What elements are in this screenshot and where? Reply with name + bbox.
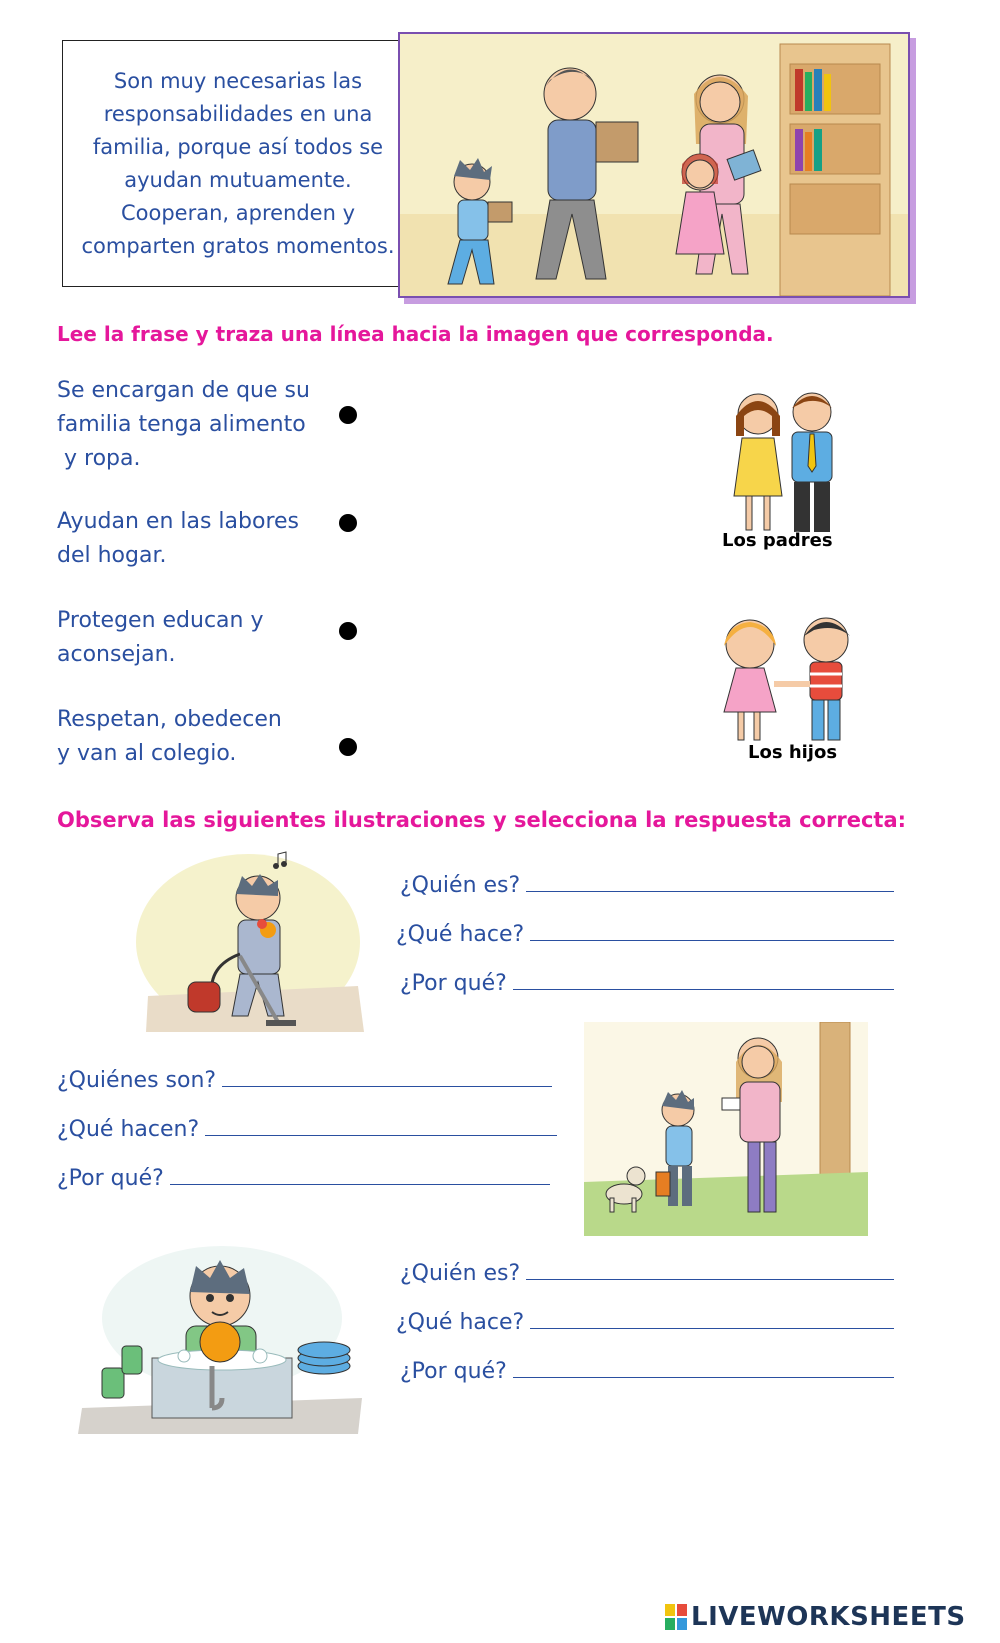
question-row: [57, 1110, 557, 1142]
match-instruction: Lee la frase y traza una línea hacia la imagen que corresponda.: [57, 322, 774, 346]
statement-4: [57, 703, 347, 771]
answer-line[interactable]: [222, 1086, 552, 1087]
answer-line[interactable]: [513, 1377, 894, 1378]
intro-text: Son muy necesarias las responsabilidades en una familia, porque así todos se ayudan mutuamente. Cooperan, aprenden y comparten gratos momentos.: [81, 68, 395, 258]
children-illustration: [718, 612, 863, 747]
statement-3: [57, 604, 347, 672]
statement-line: Se encargan de que su: [57, 378, 310, 403]
liveworksheets-icon: [665, 1604, 687, 1630]
footer-brand: LIVEWORKSHEETS: [691, 1602, 966, 1632]
question-label: ¿Qué hace?: [396, 1310, 525, 1335]
question-row: [396, 915, 894, 947]
match-dot-2[interactable]: [339, 514, 357, 532]
question-label: ¿Quién es?: [400, 873, 521, 898]
question-row: [400, 964, 894, 996]
answer-line[interactable]: [205, 1135, 557, 1136]
question-label: ¿Por qué?: [400, 971, 507, 996]
question-row: [57, 1061, 552, 1093]
statement-line: Ayudan en las labores: [57, 509, 299, 534]
question-label: ¿Por qué?: [57, 1166, 164, 1191]
parents-figure[interactable]: [720, 386, 860, 556]
answer-line[interactable]: [170, 1184, 550, 1185]
question-label: ¿Quién es?: [400, 1261, 521, 1286]
children-figure[interactable]: [718, 612, 868, 772]
question-row: [396, 1303, 894, 1335]
observe-instruction: Observa las siguientes ilustraciones y selecciona la respuesta correcta:: [57, 808, 907, 832]
question-block-2: [57, 1061, 557, 1191]
statement-2: [57, 505, 347, 573]
intro-box: [62, 40, 414, 287]
question-row: [400, 1352, 894, 1384]
statement-line: familia tenga alimento: [57, 412, 306, 437]
match-dot-1[interactable]: [339, 406, 357, 424]
family-scene-illustration: [398, 32, 910, 298]
question-label: ¿Quiénes son?: [57, 1068, 217, 1093]
statement-line: del hogar.: [57, 543, 167, 568]
question-block-3: [396, 1254, 894, 1384]
match-dot-4[interactable]: [339, 738, 357, 756]
statement-1: [57, 374, 347, 476]
answer-line[interactable]: [513, 989, 894, 990]
children-label: Los hijos: [748, 742, 838, 763]
question-label: ¿Qué hacen?: [57, 1117, 200, 1142]
statement-line: y van al colegio.: [57, 741, 237, 766]
shopping-illustration: [584, 1022, 868, 1236]
parents-illustration: [720, 386, 850, 536]
question-row: [400, 866, 894, 898]
answer-line[interactable]: [526, 1279, 894, 1280]
question-block-1: [396, 866, 894, 996]
liveworksheets-logo[interactable]: [665, 1602, 966, 1632]
question-row: [400, 1254, 894, 1286]
parents-label: Los padres: [722, 530, 833, 551]
answer-line[interactable]: [530, 940, 894, 941]
answer-line[interactable]: [526, 891, 894, 892]
vacuuming-illustration: [128, 846, 368, 1032]
question-row: [57, 1159, 550, 1191]
dishwashing-illustration: [72, 1238, 372, 1434]
statement-line: y ropa.: [57, 446, 141, 471]
question-label: ¿Qué hace?: [396, 922, 525, 947]
match-dot-3[interactable]: [339, 622, 357, 640]
answer-line[interactable]: [530, 1328, 894, 1329]
statement-line: aconsejan.: [57, 642, 176, 667]
statement-line: Protegen educan y: [57, 608, 264, 633]
statement-line: Respetan, obedecen: [57, 707, 282, 732]
question-label: ¿Por qué?: [400, 1359, 507, 1384]
